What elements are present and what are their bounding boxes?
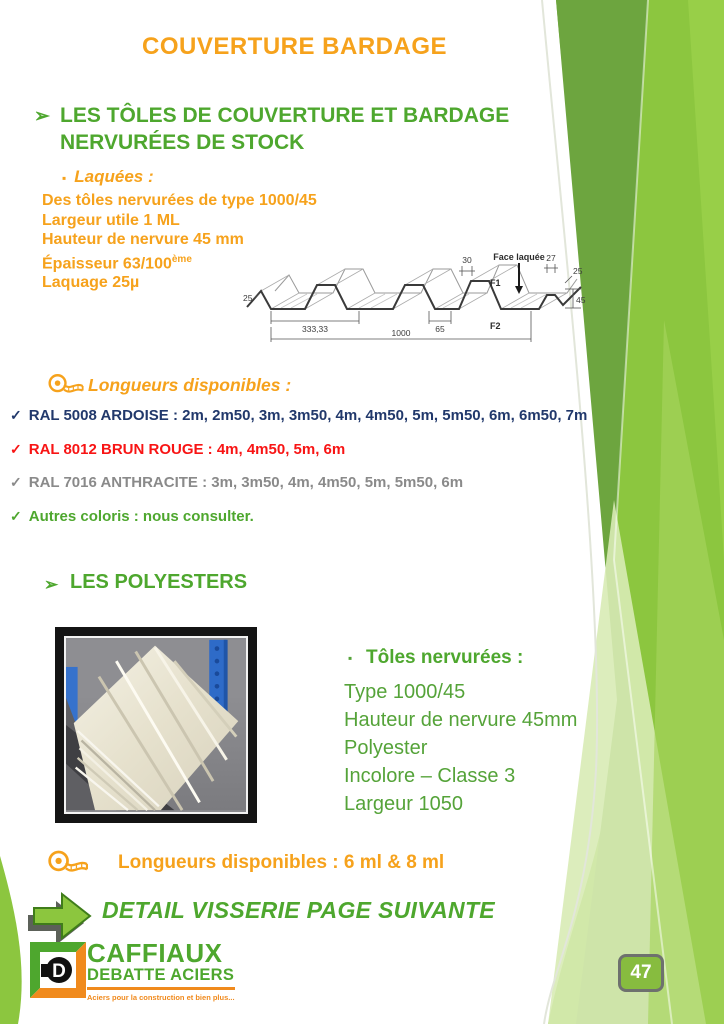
laquees-subheading (62, 167, 154, 187)
lengths-available-label: Longueurs disponibles : (88, 375, 292, 395)
ral-row-5008 (10, 407, 587, 424)
logo-tagline: Aciers pour la construction et bien plus... (87, 993, 235, 1002)
dim-30: 30 (462, 255, 472, 265)
next-page-label: DETAIL VISSERIE PAGE SUIVANTE (102, 897, 495, 923)
ral-row-7016 (10, 474, 463, 491)
spec-line: Hauteur de nervure 45 mm (42, 231, 244, 248)
check-icon: ✓ (10, 407, 22, 423)
ral-row-text: RAL 7016 ANTHRACITE : 3m, 3m50, 4m, 4m50, 5m, 5m50, 6m (28, 474, 464, 491)
logo-name-line1: CAFFIAUX (87, 938, 223, 968)
dim-45: 45 (576, 295, 586, 305)
spec-line: Des tôles nervurées de type 1000/45 (42, 192, 317, 209)
spec-superscript: ème (171, 253, 192, 265)
polyester-spec-line: Largeur 1050 (344, 793, 463, 815)
company-logo-text (87, 938, 257, 1002)
square-bullet-icon: ▪ (348, 651, 353, 665)
page-title: COUVERTURE BARDAGE (142, 33, 448, 60)
polyester-spec-line: Type 1000/45 (344, 681, 466, 703)
laquees-label: Laquées : (74, 167, 154, 186)
ral-row-8012 (10, 441, 345, 458)
other-colors-row (10, 508, 254, 525)
spec-line: Laquage 25µ (42, 274, 140, 292)
label-f1: F1 (490, 278, 501, 288)
polyester-spec-line: Polyester (344, 737, 428, 759)
arrow-bullet-icon: ➢ (44, 575, 59, 594)
section-polyesters-heading: LES POLYESTERS (70, 571, 248, 593)
logo-name-line2: DEBATTE ACIERS (87, 966, 235, 984)
ral-row-text: RAL 5008 ARDOISE : 2m, 2m50, 3m, 3m50, 4m, 4m50, 5m, 5m50, 6m, 6m50, 7m (28, 407, 588, 424)
logo-monogram: D (52, 961, 66, 982)
measuring-tape-icon (46, 848, 88, 878)
spec-line: Largeur utile 1 ML (42, 211, 180, 229)
dim-total: 1000 (391, 328, 411, 338)
dim-right-25: 25 (573, 266, 583, 276)
green-arrow-icon (28, 888, 94, 948)
square-bullet-icon: ▪ (62, 171, 67, 185)
ral-row-text: Autres coloris : nous consulter. (28, 508, 254, 525)
measuring-tape-icon (46, 372, 84, 398)
check-icon: ✓ (10, 474, 22, 490)
polyester-sheets-photo (55, 627, 257, 823)
page-number-badge: 47 (618, 954, 664, 992)
face-laquee-label: Face laquée (493, 252, 545, 262)
dim-65: 65 (435, 324, 445, 334)
polyester-spec-line: Hauteur de nervure 45mm (344, 709, 578, 731)
photo-image (64, 636, 248, 814)
spec-line: Épaisseur 63/100ème (42, 253, 192, 272)
toles-nervurees-title: Tôles nervurées : (366, 647, 524, 668)
dim-left-25: 25 (243, 293, 253, 303)
polyester-spec-line: Incolore – Classe 3 (344, 765, 516, 787)
check-icon: ✓ (10, 508, 22, 524)
check-icon: ✓ (10, 441, 22, 457)
label-f2: F2 (490, 321, 501, 331)
dim-module: 333,33 (302, 324, 328, 334)
arrow-bullet-icon: ➢ (34, 106, 50, 127)
ral-row-text: RAL 8012 BRUN ROUGE : 4m, 4m50, 5m, 6m (28, 441, 346, 458)
profile-diagram (243, 249, 588, 349)
polyester-lengths-label: Longueurs disponibles : 6 ml & 8 ml (118, 852, 445, 873)
dim-27: 27 (546, 253, 556, 263)
company-logo-icon (30, 942, 86, 998)
polyester-spec-lines (344, 678, 577, 818)
logo-divider (87, 987, 235, 990)
section-toles-heading: LES TÔLES DE COUVERTURE ET BARDAGE NERVURÉES DE STOCK (60, 104, 510, 154)
